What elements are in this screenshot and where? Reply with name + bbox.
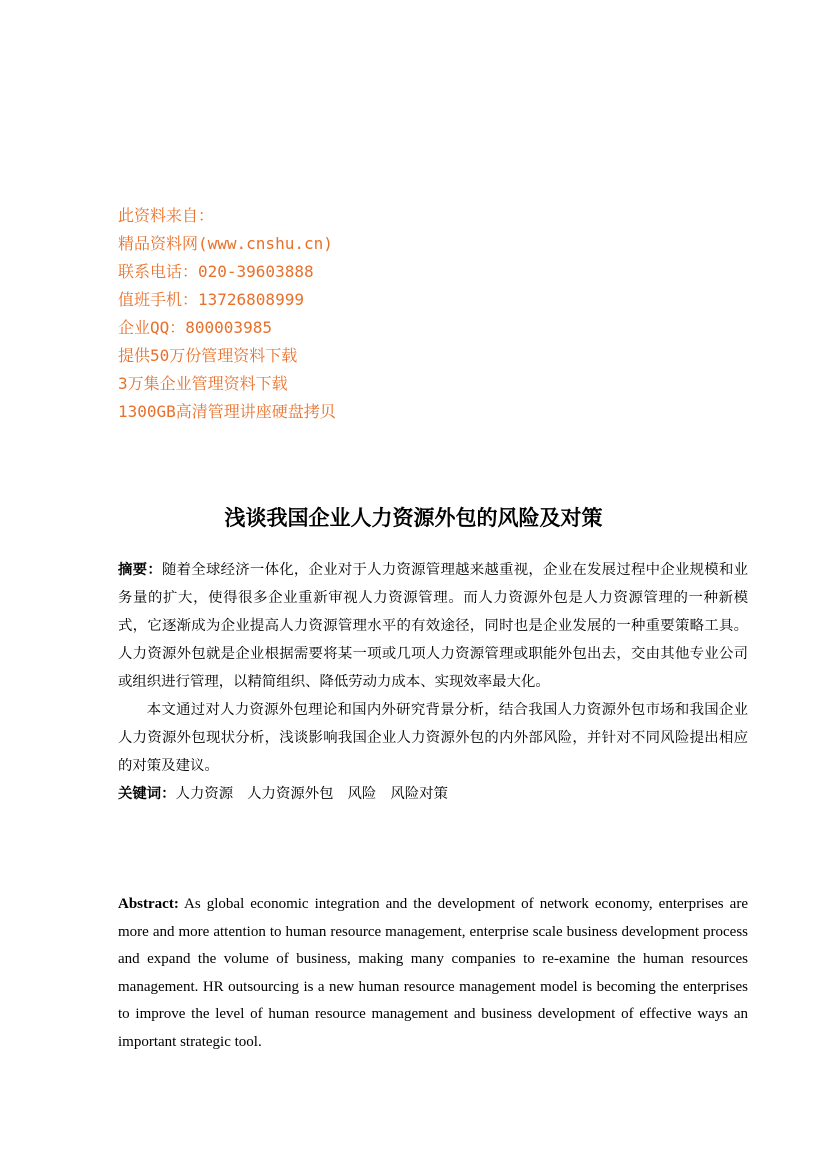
abstract-zh-paragraph-2: 本文通过对人力资源外包理论和国内外研究背景分析，结合我国人力资源外包市场和我国企业人力资源外包现状分析，浅谈影响我国企业人力资源外包的内外部风险，并针对不同风险提出相应的对策及建议。 <box>118 702 748 774</box>
promo-line-phone: 联系电话：020-39603888 <box>118 262 314 281</box>
abstract-en-label: Abstract: <box>118 896 179 912</box>
promo-line-qq: 企业QQ：800003985 <box>118 318 272 337</box>
keyword-item: 人力资源 <box>175 786 234 802</box>
english-abstract-section <box>118 891 748 1057</box>
promo-line-offer-3: 1300GB高清管理讲座硬盘拷贝 <box>118 402 336 421</box>
chinese-abstract-section <box>118 556 748 808</box>
keyword-item: 风险 <box>347 786 377 802</box>
keyword-item: 风险对策 <box>390 786 448 802</box>
abstract-zh-label: 摘要： <box>118 562 162 578</box>
promo-block <box>118 202 618 426</box>
keywords-line <box>118 780 748 808</box>
document-title: 浅谈我国企业人力资源外包的风险及对策 <box>224 505 603 530</box>
promo-line-offer-1: 提供50万份管理资料下载 <box>118 346 298 365</box>
abstract-zh-text: 随着全球经济一体化，企业对于人力资源管理越来越重视，企业在发展过程中企业规模和业务量的扩大，使得很多企业重新审视人力资源管理。而人力资源外包是人力资源管理的一种新模式，它逐渐成为企业提高人力资源管理水平的有效途径，同时也是企业发展的一种重要策略工具。人力资源外包就是企业根据需要将某一项或几项人力资源管理或职能外包出去，交由其他专业公司或组织进行管理，以精简组织、降低劳动力成本、实现效率最大化。 <box>118 562 748 690</box>
keyword-item: 人力资源外包 <box>247 786 334 802</box>
abstract-zh-paragraph-1 <box>118 556 748 696</box>
abstract-en-text: As global economic integration and the development of network economy, enterprises are more and more attention to human resource management, enterprise scale business development process and expand the volume of business, making many companies to re-examine the human resources management. HR outsourcing is a new human resource management model is becoming the enterprises to improve the level of human resource management and business development of effective ways an important strategic tool. <box>118 896 748 1050</box>
keywords-label: 关键词： <box>118 786 176 802</box>
promo-line-source: 此资料来自： <box>118 206 215 225</box>
promo-line-offer-2: 3万集企业管理资料下载 <box>118 374 288 393</box>
promo-line-mobile: 值班手机：13726808999 <box>118 290 304 309</box>
promo-line-website: 精品资料网(www.cnshu.cn) <box>118 234 333 253</box>
